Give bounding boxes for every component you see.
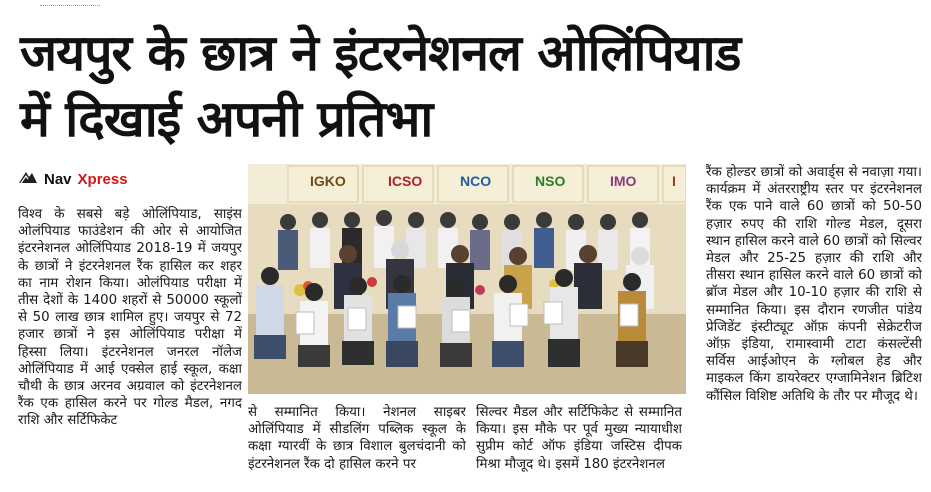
headline-line-1: जयपुर के छात्र ने इंटरनेशनल ओलिंपियाड (20, 24, 741, 82)
article-column-4: रैंक होल्डर छात्रों को अवार्ड्स से नवाज़ा गया। कार्यक्रम में अंतरराष्ट्रीय स्तर पर इंटरनेशनल रैंक एक पाने वाले 60 छात्रों को 50-50 हज़ार रुपए की राशि गोल्ड मेडल, दूसरा स्थान हासिल करने वाले 60 छात्रों को सिल्वर मेडल और 25-25 हज़ार की राशि और तीसरा स्थान हासिल करने वाले 60 छात्रों को ब्रॉज मेडल और 10-10 हज़ार की राशि से सम्मानित किया। इस दौरान रणजीत पांडेय प्रेजिडेंट इंस्टीट्यूट ऑफ़ कंपनी सेक्रेटरीज ऑफ़ इंडिया, रामास्वामी टाटा कंसल्टेंसी सर्विस आईओएन के ग्लोबल हेड और माइकल किंग डायरेक्टर एग्जामिनेशन ब्रिटिश कौंसिल विशिष्ट अतिथि के तौर पर मौजूद थे। (706, 165, 922, 404)
article-column-3: सिल्वर मैडल और सर्टिफिकेट से सम्मानित किया। इस मौके पर पूर्व मुख्य न्यायाधीश सुप्रीम कोर्ट ऑफ इंडिया जस्टिस दीपक मिश्रा मौजूद थे। इसमें 180 इंटरनेशनल (476, 405, 682, 472)
headline-line-2: में दिखाई अपनी प्रतिभा (20, 90, 433, 148)
headline (20, 20, 920, 152)
article-column-2: से सम्मानित किया। नेशनल साइबर ओलिंपियाड में सीडलिंग पब्लिक स्कूल के कक्षा ग्यारवीं के छात्र विशाल बुलचंदानी को इंटरनेशनल रैंक दो हासिल करने पर (248, 405, 466, 472)
article-column-1: विश्व के सबसे बड़े ओलिंपियाड, साइंस ओलंपियाड फाउंडेशन की ओर से आयोजित इंटरनेशनल ओलिंपियाड 2018-19 में जयपुर के छात्रों ने इंटरनेशनल रैंक हासिल कर शहर का नाम रोशन किया। ओलंपियाड परीक्षा में तीस देशों के 1400 शहरों से 50000 स्कूलों से 50 लाख छात्र शामिल हुए। जयपुर से 72 हजार छात्रों ने इस ओलिंपियाड परीक्षा में हिस्सा लिया। इंटरनेशनल जनरल नॉलेज ओलिंपियाड में आई एक्सेल हाई स्कूल, कक्षा चौथी के छात्र अरनव अग्रवाल को इंटरनेशनल रैंक एक हासिल करने पर गोल्ड मैडल, नगद राशि और सर्टिफिकेट (18, 207, 242, 429)
banner-nco: NCO (460, 173, 492, 189)
banner-nso: NSO (535, 173, 566, 189)
banner-i: I (672, 173, 676, 189)
nav-xpress-logo-icon (18, 170, 38, 188)
brand-nav: Nav (44, 170, 72, 188)
banner-icso: ICSO (388, 173, 423, 189)
banner-imo: IMO (610, 173, 637, 189)
page-edge-cut (40, 0, 100, 6)
photo-banner-strip (248, 164, 686, 204)
byline (18, 168, 128, 190)
brand-xpress: Xpress (77, 170, 128, 188)
event-photo (248, 164, 686, 394)
banner-igko: IGKO (310, 173, 346, 189)
